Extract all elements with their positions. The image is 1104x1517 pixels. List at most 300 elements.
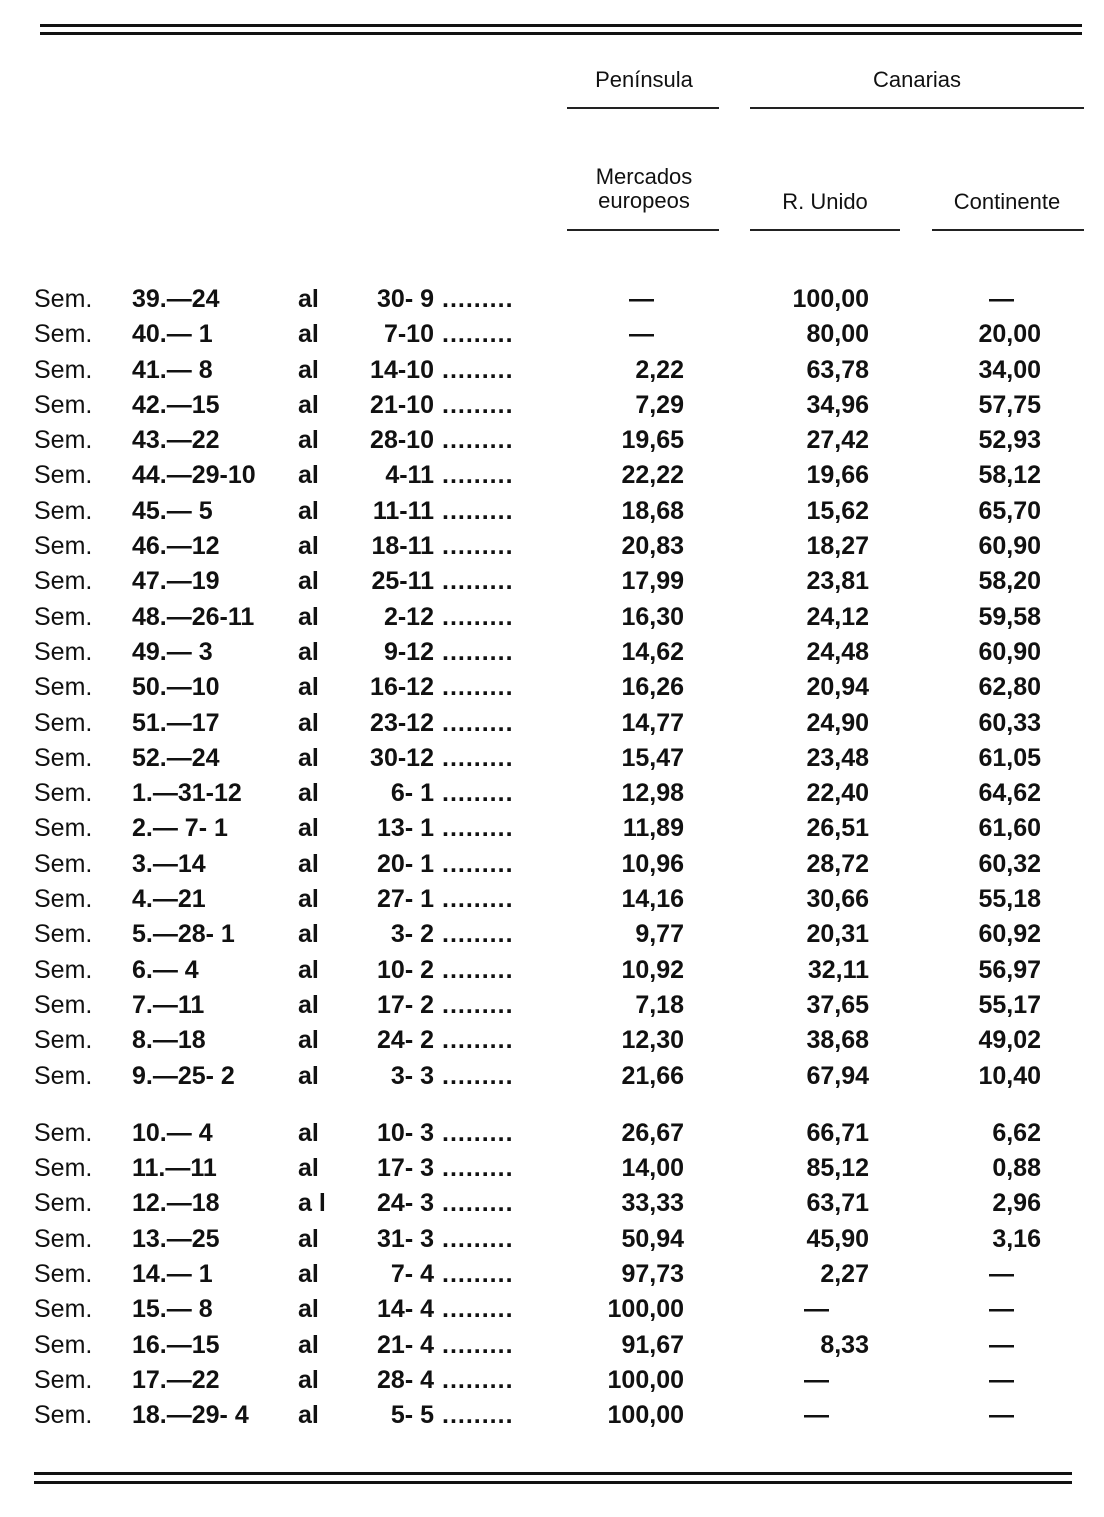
cell-sem: Sem.	[34, 779, 93, 808]
cell-pen: 21,66	[621, 1061, 684, 1090]
cell-ru: —	[804, 1365, 829, 1394]
cell-num: 5.—28- 1	[132, 920, 235, 949]
cell-con: 60,33	[978, 708, 1041, 737]
table-row	[34, 741, 1104, 776]
cell-al: al	[298, 779, 319, 808]
cell-al: al	[298, 673, 319, 702]
cell-sem: Sem.	[34, 814, 93, 843]
canarias-underline	[750, 107, 1084, 109]
cell-al: al	[298, 814, 319, 843]
table-row	[34, 1363, 1104, 1398]
cell-num: 3.—14	[132, 849, 206, 878]
cell-ru: 63,71	[806, 1189, 869, 1218]
cell-pen: —	[629, 320, 654, 349]
cell-al: al	[298, 743, 319, 772]
cell-sem: Sem.	[34, 285, 93, 313]
cell-al: al	[298, 1118, 319, 1147]
cell-al: al	[298, 320, 319, 349]
header-peninsula: Península	[595, 67, 693, 92]
cell-pen: 9,77	[635, 920, 684, 949]
cell-num: 51.—17	[132, 708, 220, 737]
table-row	[34, 847, 1104, 882]
cell-con: 60,90	[978, 637, 1041, 666]
table-row	[34, 388, 1104, 423]
table-row	[34, 600, 1104, 635]
header-canarias: Canarias	[872, 67, 962, 92]
cell-dots: .........	[442, 532, 514, 561]
cell-al: al	[298, 1026, 319, 1055]
cell-sem: Sem.	[34, 1118, 93, 1147]
cell-sem: Sem.	[34, 567, 93, 596]
cell-dots: .........	[442, 1260, 514, 1289]
cell-date: 5- 5	[390, 1401, 434, 1430]
cell-pen: 15,47	[621, 743, 684, 772]
cell-pen: 7,29	[635, 390, 684, 419]
table-row	[34, 1328, 1104, 1363]
cell-num: 15.— 8	[132, 1295, 213, 1324]
cell-dots: .........	[442, 567, 514, 596]
cell-ru: —	[804, 1401, 829, 1430]
ru-underline	[750, 229, 900, 231]
cell-dots: .........	[442, 1154, 514, 1183]
cell-date: 10- 2	[377, 955, 434, 984]
table-row	[34, 917, 1104, 952]
table-row	[34, 1116, 1104, 1151]
cell-pen: 100,00	[607, 1295, 684, 1324]
table-row	[34, 1059, 1104, 1094]
cell-date: 28-10	[370, 426, 434, 455]
cell-al: al	[298, 1401, 319, 1430]
cell-date: 20- 1	[377, 849, 434, 878]
cell-pen: 18,68	[621, 496, 684, 525]
cell-sem: Sem.	[34, 532, 93, 561]
cell-num: 9.—25- 2	[132, 1061, 235, 1090]
bottom-rule-1	[34, 1472, 1072, 1475]
cell-ru: 24,48	[806, 637, 869, 666]
cell-dots: .........	[442, 1189, 514, 1218]
cell-num: 44.—29-10	[132, 461, 256, 490]
cell-pen: 26,67	[621, 1118, 684, 1147]
cell-date: 17- 3	[377, 1154, 434, 1183]
cell-sem: Sem.	[34, 673, 93, 702]
cell-dots: .........	[442, 602, 514, 631]
table-row	[34, 776, 1104, 811]
cell-con: 60,90	[978, 532, 1041, 561]
cell-con: 60,32	[978, 849, 1041, 878]
cell-num: 18.—29- 4	[132, 1401, 249, 1430]
cell-dots: .........	[442, 1401, 514, 1430]
table-row	[34, 282, 1104, 317]
cell-sem: Sem.	[34, 708, 93, 737]
cell-sem: Sem.	[34, 1061, 93, 1090]
cell-pen: —	[629, 285, 654, 313]
cell-ru: 23,81	[806, 567, 869, 596]
cell-ru: 28,72	[806, 849, 869, 878]
cell-sem: Sem.	[34, 1224, 93, 1253]
cell-al: al	[298, 496, 319, 525]
cell-num: 52.—24	[132, 743, 220, 772]
cell-ru: 2,27	[820, 1260, 869, 1289]
cell-dots: .........	[442, 426, 514, 455]
cell-ru: 85,12	[806, 1154, 869, 1183]
cell-date: 3- 2	[390, 920, 434, 949]
cell-date: 31- 3	[377, 1224, 434, 1253]
cell-sem: Sem.	[34, 355, 93, 384]
cell-con: 57,75	[978, 390, 1041, 419]
cell-con: 10,40	[978, 1061, 1041, 1090]
cell-num: 42.—15	[132, 390, 220, 419]
cell-num: 11.—11	[132, 1154, 217, 1183]
cell-num: 40.— 1	[132, 320, 213, 349]
cell-pen: 91,67	[621, 1330, 684, 1359]
cell-sem: Sem.	[34, 426, 93, 455]
table-row	[34, 1151, 1104, 1186]
cell-dots: .........	[442, 1118, 514, 1147]
cell-dots: .........	[442, 849, 514, 878]
table-row	[34, 988, 1104, 1023]
cell-num: 8.—18	[132, 1026, 206, 1055]
cell-pen: 22,22	[621, 461, 684, 490]
cell-sem: Sem.	[34, 955, 93, 984]
cell-date: 10- 3	[377, 1118, 434, 1147]
cell-con: 59,58	[978, 602, 1041, 631]
top-rule-1	[40, 24, 1082, 27]
cell-pen: 33,33	[621, 1189, 684, 1218]
cell-dots: .........	[442, 814, 514, 843]
cell-con: 65,70	[978, 496, 1041, 525]
cell-con: —	[989, 1401, 1014, 1430]
cell-con: —	[989, 1365, 1014, 1394]
cell-pen: 16,26	[621, 673, 684, 702]
cell-ru: 38,68	[806, 1026, 869, 1055]
cell-ru: 15,62	[806, 496, 869, 525]
table-row	[34, 1023, 1104, 1058]
cell-dots: .........	[442, 285, 514, 313]
cell-dots: .........	[442, 1330, 514, 1359]
cell-ru: 22,40	[806, 779, 869, 808]
cell-dots: .........	[442, 1026, 514, 1055]
cell-date: 2-12	[383, 602, 434, 631]
cell-date: 30- 9	[377, 285, 434, 313]
cell-sem: Sem.	[34, 1026, 93, 1055]
cell-num: 41.— 8	[132, 355, 213, 384]
cell-dots: .........	[442, 1365, 514, 1394]
cell-con: —	[989, 1260, 1014, 1289]
table-row	[34, 1186, 1104, 1221]
cell-date: 7-10	[383, 320, 434, 349]
cell-al: al	[298, 426, 319, 455]
cell-date: 24- 3	[377, 1189, 434, 1218]
table-row	[34, 706, 1104, 741]
cell-pen: 17,99	[621, 567, 684, 596]
cell-pen: 14,00	[621, 1154, 684, 1183]
cell-pen: 10,96	[621, 849, 684, 878]
cell-con: 2,96	[992, 1189, 1041, 1218]
cell-dots: .........	[442, 320, 514, 349]
cell-con: 6,62	[992, 1118, 1041, 1147]
table-row	[34, 458, 1104, 493]
bottom-rule-2	[34, 1481, 1072, 1484]
cell-con: 55,18	[978, 885, 1041, 914]
cell-dots: .........	[442, 355, 514, 384]
cell-date: 6- 1	[390, 779, 434, 808]
cell-date: 21- 4	[377, 1330, 434, 1359]
cell-date: 11-11	[372, 496, 434, 525]
cell-con: 62,80	[978, 673, 1041, 702]
cell-sem: Sem.	[34, 990, 93, 1019]
table-row	[34, 353, 1104, 388]
cell-sem: Sem.	[34, 1295, 93, 1324]
table-row	[34, 1292, 1104, 1327]
cell-dots: .........	[442, 1224, 514, 1253]
cell-pen: 100,00	[607, 1401, 684, 1430]
cell-con: 58,12	[978, 461, 1041, 490]
cell-al: al	[298, 461, 319, 490]
cell-con: 58,20	[978, 567, 1041, 596]
cell-ru: 34,96	[806, 390, 869, 419]
cell-num: 45.— 5	[132, 496, 213, 525]
cell-con: 52,93	[978, 426, 1041, 455]
cell-dots: .........	[442, 1295, 514, 1324]
cell-pen: 10,92	[621, 955, 684, 984]
cell-ru: 32,11	[807, 955, 869, 984]
cell-al: al	[298, 1260, 319, 1289]
cell-ru: —	[804, 1295, 829, 1324]
cell-ru: 19,66	[806, 461, 869, 490]
cell-al: a l	[298, 1189, 326, 1218]
cell-ru: 24,12	[806, 602, 869, 631]
top-rule-2	[40, 32, 1082, 35]
cell-ru: 45,90	[806, 1224, 869, 1253]
cell-date: 30-12	[370, 743, 434, 772]
cell-con: —	[989, 285, 1014, 313]
cell-sem: Sem.	[34, 461, 93, 490]
cell-sem: Sem.	[34, 1365, 93, 1394]
cell-date: 23-12	[370, 708, 434, 737]
cell-con: 55,17	[978, 990, 1041, 1019]
cell-num: 49.— 3	[132, 637, 213, 666]
table-row	[34, 1257, 1104, 1292]
cell-al: al	[298, 955, 319, 984]
cell-ru: 100,00	[792, 285, 869, 313]
cell-ru: 24,90	[806, 708, 869, 737]
cell-con: —	[989, 1295, 1014, 1324]
cell-sem: Sem.	[34, 496, 93, 525]
cell-pen: 20,83	[621, 532, 684, 561]
cell-con: 60,92	[978, 920, 1041, 949]
cell-date: 13- 1	[377, 814, 434, 843]
cell-num: 43.—22	[132, 426, 220, 455]
cell-ru: 30,66	[806, 885, 869, 914]
cell-con: —	[989, 1330, 1014, 1359]
table-row	[34, 670, 1104, 705]
cell-date: 21-10	[370, 390, 434, 419]
cell-pen: 14,16	[621, 885, 684, 914]
cell-ru: 8,33	[820, 1330, 869, 1359]
table-row	[34, 635, 1104, 670]
cell-al: al	[298, 1295, 319, 1324]
cell-ru: 66,71	[806, 1118, 869, 1147]
cell-num: 16.—15	[132, 1330, 220, 1359]
cell-pen: 2,22	[635, 355, 684, 384]
cell-sem: Sem.	[34, 920, 93, 949]
cell-al: al	[298, 1154, 319, 1183]
cell-date: 18-11	[371, 532, 434, 561]
table-row	[34, 1222, 1104, 1257]
cell-con: 64,62	[978, 779, 1041, 808]
cell-sem: Sem.	[34, 1154, 93, 1183]
cell-date: 28- 4	[377, 1365, 434, 1394]
cell-num: 46.—12	[132, 532, 220, 561]
cell-date: 3- 3	[390, 1061, 434, 1090]
cell-date: 27- 1	[377, 885, 434, 914]
cell-dots: .........	[442, 955, 514, 984]
table-row	[34, 494, 1104, 529]
cell-con: 20,00	[978, 320, 1041, 349]
table-row	[34, 1398, 1104, 1433]
cell-dots: .........	[442, 673, 514, 702]
table-row	[34, 811, 1104, 846]
cell-ru: 26,51	[806, 814, 869, 843]
table-row	[34, 882, 1104, 917]
cell-pen: 50,94	[621, 1224, 684, 1253]
cell-num: 4.—21	[132, 885, 206, 914]
cell-sem: Sem.	[34, 1260, 93, 1289]
cell-al: al	[298, 1365, 319, 1394]
cell-sem: Sem.	[34, 849, 93, 878]
cell-date: 16-12	[370, 673, 434, 702]
cell-al: al	[298, 637, 319, 666]
cell-date: 14- 4	[377, 1295, 434, 1324]
cell-ru: 27,42	[806, 426, 869, 455]
cell-sem: Sem.	[34, 390, 93, 419]
cell-date: 7- 4	[390, 1260, 434, 1289]
table-row	[34, 564, 1104, 599]
peninsula-underline	[567, 107, 719, 109]
cell-num: 12.—18	[132, 1189, 220, 1218]
cell-al: al	[298, 355, 319, 384]
cell-ru: 67,94	[806, 1061, 869, 1090]
cell-num: 13.—25	[132, 1224, 220, 1253]
cell-dots: .........	[442, 496, 514, 525]
mercados-underline	[567, 229, 719, 231]
cell-ru: 37,65	[806, 990, 869, 1019]
cell-ru: 20,31	[806, 920, 869, 949]
cell-date: 24- 2	[377, 1026, 434, 1055]
cell-al: al	[298, 285, 319, 313]
cell-al: al	[298, 1224, 319, 1253]
header-mercados: Mercados europeos	[595, 164, 693, 213]
cell-ru: 63,78	[806, 355, 869, 384]
cell-dots: .........	[442, 990, 514, 1019]
cell-al: al	[298, 1330, 319, 1359]
weekly-table	[34, 282, 1104, 1434]
cell-dots: .........	[442, 779, 514, 808]
cell-pen: 14,77	[621, 708, 684, 737]
cell-dots: .........	[442, 461, 514, 490]
cell-con: 0,88	[992, 1154, 1041, 1183]
cell-num: 50.—10	[132, 673, 220, 702]
cell-sem: Sem.	[34, 602, 93, 631]
cell-sem: Sem.	[34, 637, 93, 666]
cell-date: 4-11	[385, 461, 434, 490]
cell-pen: 7,18	[635, 990, 684, 1019]
cell-pen: 100,00	[607, 1365, 684, 1394]
cell-num: 48.—26-11	[132, 602, 255, 631]
cell-con: 49,02	[978, 1026, 1041, 1055]
cell-dots: .........	[442, 885, 514, 914]
table-row	[34, 423, 1104, 458]
cell-num: 6.— 4	[132, 955, 199, 984]
cell-al: al	[298, 1061, 319, 1090]
cell-num: 39.—24	[132, 285, 220, 313]
cell-con: 3,16	[992, 1224, 1041, 1253]
cell-al: al	[298, 532, 319, 561]
cell-ru: 23,48	[806, 743, 869, 772]
cell-num: 1.—31-12	[132, 779, 242, 808]
cell-pen: 12,30	[621, 1026, 684, 1055]
cell-sem: Sem.	[34, 1401, 93, 1430]
cell-sem: Sem.	[34, 320, 93, 349]
cell-num: 17.—22	[132, 1365, 220, 1394]
cell-num: 2.— 7- 1	[132, 814, 228, 843]
cell-con: 61,60	[978, 814, 1041, 843]
cell-dots: .........	[442, 390, 514, 419]
cell-con: 56,97	[978, 955, 1041, 984]
cell-num: 47.—19	[132, 567, 220, 596]
cell-pen: 19,65	[621, 426, 684, 455]
cell-al: al	[298, 602, 319, 631]
cell-pen: 97,73	[621, 1260, 684, 1289]
cell-con: 34,00	[978, 355, 1041, 384]
cell-sem: Sem.	[34, 743, 93, 772]
cell-sem: Sem.	[34, 885, 93, 914]
cell-date: 14-10	[370, 355, 434, 384]
cell-pen: 14,62	[621, 637, 684, 666]
cell-con: 61,05	[978, 743, 1041, 772]
cell-date: 25-11	[371, 567, 434, 596]
cell-dots: .........	[442, 743, 514, 772]
header-continente: Continente	[953, 189, 1061, 214]
cell-pen: 11,89	[622, 814, 684, 843]
table-row	[34, 529, 1104, 564]
cell-date: 17- 2	[377, 990, 434, 1019]
cell-num: 10.— 4	[132, 1118, 213, 1147]
cell-dots: .........	[442, 1061, 514, 1090]
cell-al: al	[298, 849, 319, 878]
header-ru: R. Unido	[782, 189, 868, 214]
cell-ru: 20,94	[806, 673, 869, 702]
table-row	[34, 317, 1104, 352]
continente-underline	[932, 229, 1084, 231]
cell-dots: .........	[442, 708, 514, 737]
cell-al: al	[298, 708, 319, 737]
table-row	[34, 953, 1104, 988]
cell-dots: .........	[442, 637, 514, 666]
cell-sem: Sem.	[34, 1330, 93, 1359]
cell-pen: 12,98	[621, 779, 684, 808]
cell-al: al	[298, 990, 319, 1019]
cell-al: al	[298, 885, 319, 914]
cell-al: al	[298, 390, 319, 419]
cell-sem: Sem.	[34, 1189, 93, 1218]
cell-ru: 80,00	[806, 320, 869, 349]
cell-pen: 16,30	[621, 602, 684, 631]
cell-al: al	[298, 920, 319, 949]
cell-al: al	[298, 567, 319, 596]
cell-date: 9-12	[383, 637, 434, 666]
cell-num: 14.— 1	[132, 1260, 213, 1289]
